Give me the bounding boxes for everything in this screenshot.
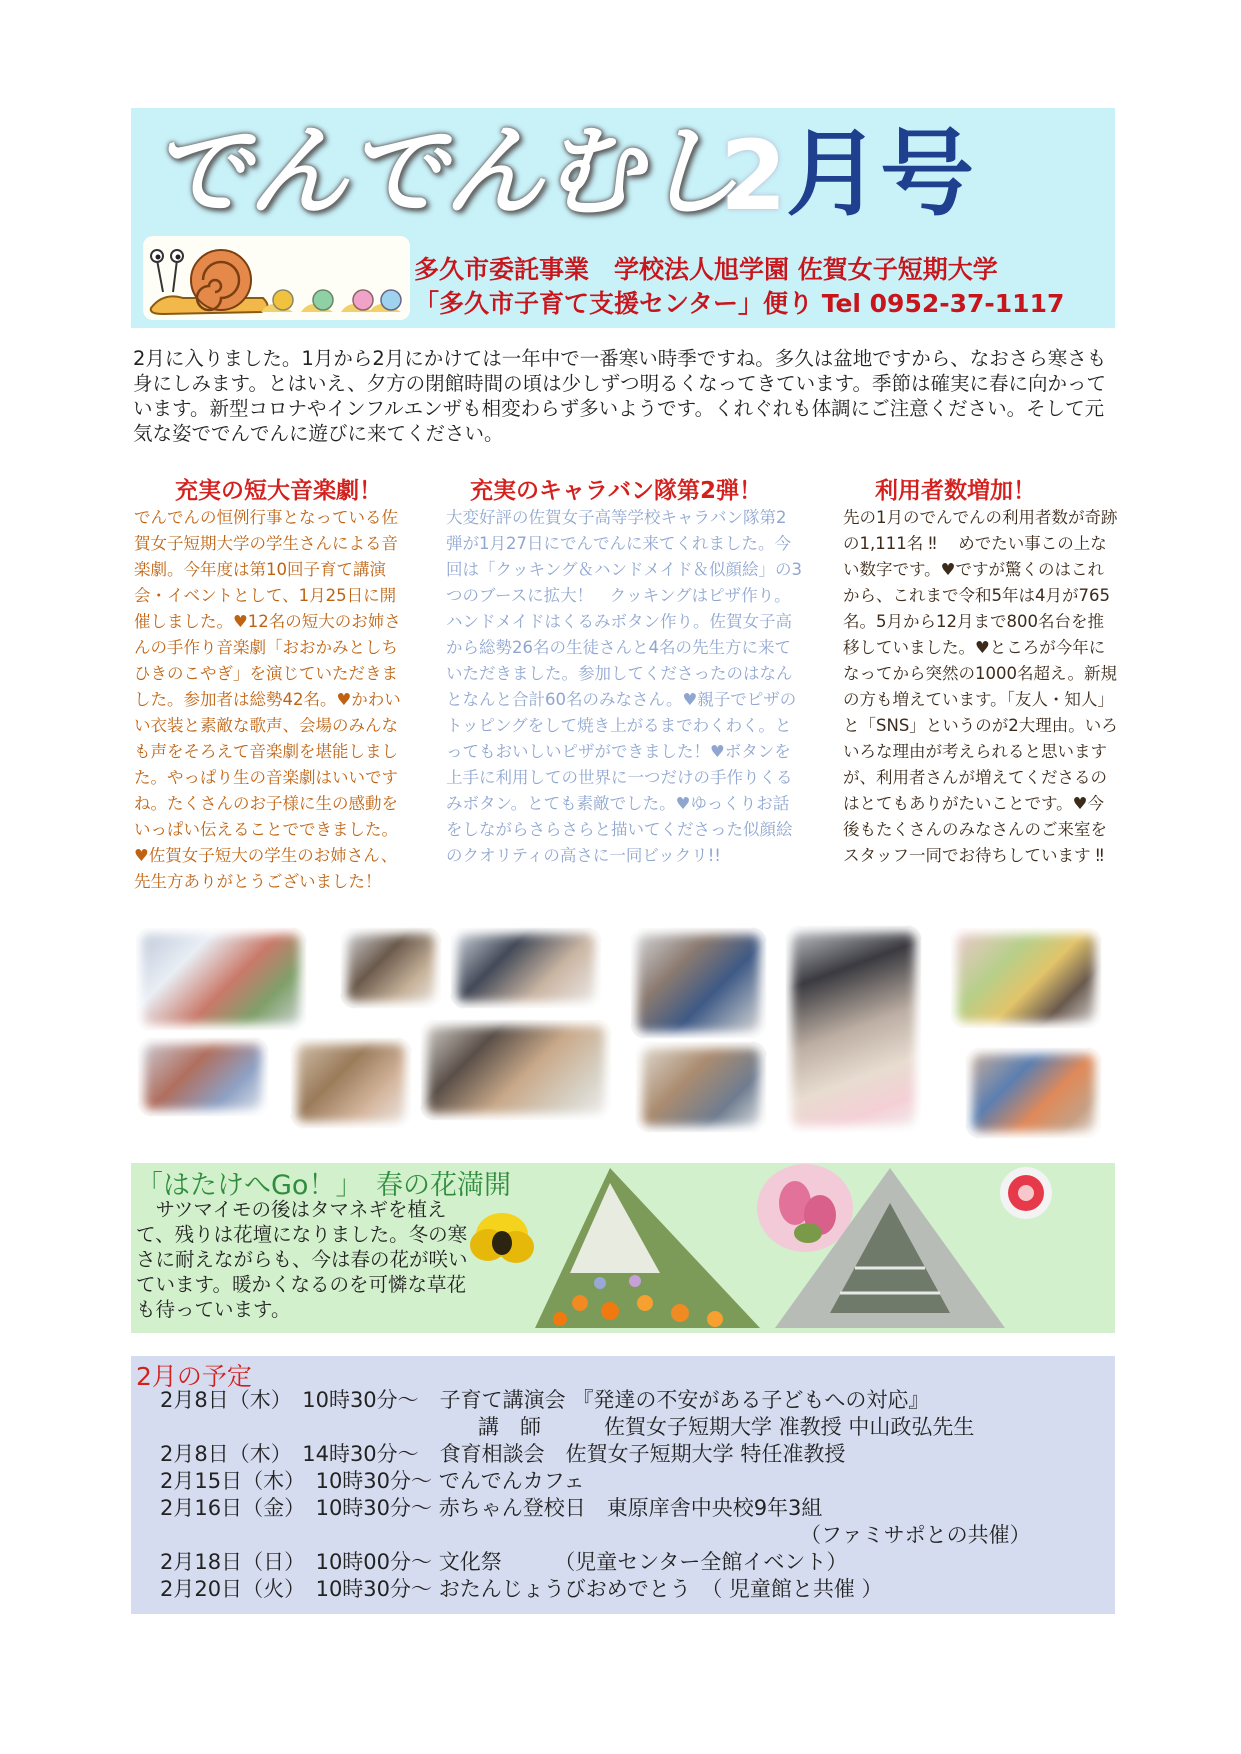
schedule-item-detail: 講 師 佐賀女子短期大学 准教授 中山政弘先生 xyxy=(478,1415,975,1439)
photo-cooking-children xyxy=(636,1042,766,1132)
issue-number: 2 xyxy=(720,120,787,232)
schedule-item: 2月20日（火） 10時30分～ おたんじょうびおめでとう （ 児童館と共催 ） xyxy=(160,1577,883,1601)
photo-portrait-drawing xyxy=(786,926,921,1132)
snail-illustration xyxy=(143,236,410,320)
schedule-item: 2月18日（日） 10時00分～ 文化祭 （児童センター全館イベント） xyxy=(160,1550,848,1574)
pink-flower-photo xyxy=(757,1164,853,1252)
photo-pizza-making xyxy=(421,1020,611,1120)
photo-handmade-button xyxy=(631,928,766,1038)
photo-playroom-1 xyxy=(951,928,1101,1028)
schedule-item: 2月8日（木） 14時30分～ 食育相談会 佐賀女子短期大学 特任准教授 xyxy=(160,1442,846,1466)
small-snail-icons xyxy=(261,290,401,312)
photo-parent-child-1 xyxy=(341,928,441,1008)
garden-photos xyxy=(460,1163,1080,1333)
garden-heading: 「はたけへGo！」 春の花満開 xyxy=(136,1170,511,1201)
pansy-flower-icon xyxy=(470,1213,534,1263)
caravan-article: 大変好評の佐賀女子高等学校キャラバン隊第2弾が1月27日にでんでんに来てくれました。今回は「クッキング＆ハンドメイド＆似顔絵」の3つのブースに拡大！ クッキングはピザ作り。ハンドメイドはくるみボタン作り。佐賀女子高から総勢26名の生徒さんと4名の先生方に来ていただきました。参加してくださったのはなんとなんと合計60名のみなさん。♥親子でピザのトッピングをして焼き上がるまでわくわく。とってもおいしいピザができました！♥ボタンを上手に利用しての世界に一つだけの手作りくるみボタン。とても素敵でした。♥ゆっくりお話をしながらさらさらと描いてくださった似顔絵のクオリティの高さに一同ビックリ!! xyxy=(446,508,803,865)
carnation-flower-icon xyxy=(1000,1167,1052,1219)
organization-contact-line: 「多久市子育て支援センター」便り Tel 0952-37-1117 xyxy=(414,289,1065,318)
schedule-item: 2月16日（金） 10時30分～ 赤ちゃん登校日 東原庠舎中央校9年3組 xyxy=(160,1496,823,1520)
visitor-count-article: 先の1月のでんでんの利用者数が奇跡の1,111名 ‼ めでたい事この上ない数字です。♥ですが驚くのはこれから、これまで令和5年は4月が765名。5月から12月まで800名台を推移していました。♥ところが今年になってから突然の1000名超え。新規の方も増えています。「友人・知人」と「SNS」というのが2大理由。いろいろな理由が考えられると思いますが、利用者さんが増えてくださるのはとてもありがたいことです。♥今後もたくさんのみなさんのご来室をスタッフ一同でお待ちしています ‼ xyxy=(843,508,1118,865)
issue-suffix: 月号 xyxy=(786,120,975,229)
big-snail-icon xyxy=(151,250,268,314)
newsletter-title: でんでんむし xyxy=(150,113,738,230)
schedule-item-detail: （ファミサポとの共催） xyxy=(800,1523,1031,1547)
photo-cooking-table xyxy=(451,928,601,1008)
organization-line: 多久市委託事業 学校法人旭学園 佐賀女子短期大学 xyxy=(414,255,998,284)
music-drama-heading: 充実の短大音楽劇！ xyxy=(175,478,382,504)
flowerbed-photo xyxy=(535,1168,760,1328)
garden-paragraph: サツマイモの後はタマネギを植えて、残りは花壇になりました。冬の寒さに耐えながらも、今は春の花が咲いています。暖かくなるのを可憐な草花も待っています。 xyxy=(136,1198,468,1321)
photo-drama-scene xyxy=(138,1038,268,1116)
schedule-heading: 2月の予定 xyxy=(136,1362,252,1391)
music-drama-article: でんでんの恒例行事となっている佐賀女子短期大学の学生さんによる音楽劇。今年度は第10回子育て講演会・イベントとして、1月25日に開催しました。♥12名の短大のお姉さんの手作り音楽劇「おおかみとしちひきのこやぎ」を演じていただきました。参加者は総勢42名。♥かわいい衣装と素敵な歌声、会場のみんなも声をそろえて音楽劇を堪能しました。やっぱり生の音楽劇はいいですね。たくさんのお子様に生の感動をいっぱい伝えることでできました。♥佐賀女子短大の学生のお姉さん、先生方ありがとうございました！ xyxy=(134,508,401,891)
caravan-heading: 充実のキャラバン隊第2弾！ xyxy=(470,478,763,504)
photo-parent-child-2 xyxy=(291,1038,411,1128)
event-photo-collage xyxy=(131,920,1115,1150)
intro-paragraph: 2月に入りました。1月から2月にかけては一年中で一番寒い時季ですね。多久は盆地ですから、なおさら寒さも身にしみます。とはいえ、夕方の閉館時間の頃は少しずつ明るくなってきています。季節は確実に春に向かっています。新型コロナやインフルエンザも相変わらず多いようです。くれぐれも体調にご注意ください。そして元気な姿ででんでんに遊びに来てください。 xyxy=(133,347,1107,445)
photo-music-drama-group xyxy=(136,928,306,1030)
schedule-item: 2月15日（木） 10時30分～ でんでんカフェ xyxy=(160,1469,585,1493)
visitor-count-heading: 利用者数増加！ xyxy=(875,478,1036,504)
schedule-item: 2月8日（木） 10時30分～ 子育て講演会 『発達の不安がある子どもへの対応』 xyxy=(160,1388,930,1412)
photo-playroom-2 xyxy=(966,1048,1101,1138)
